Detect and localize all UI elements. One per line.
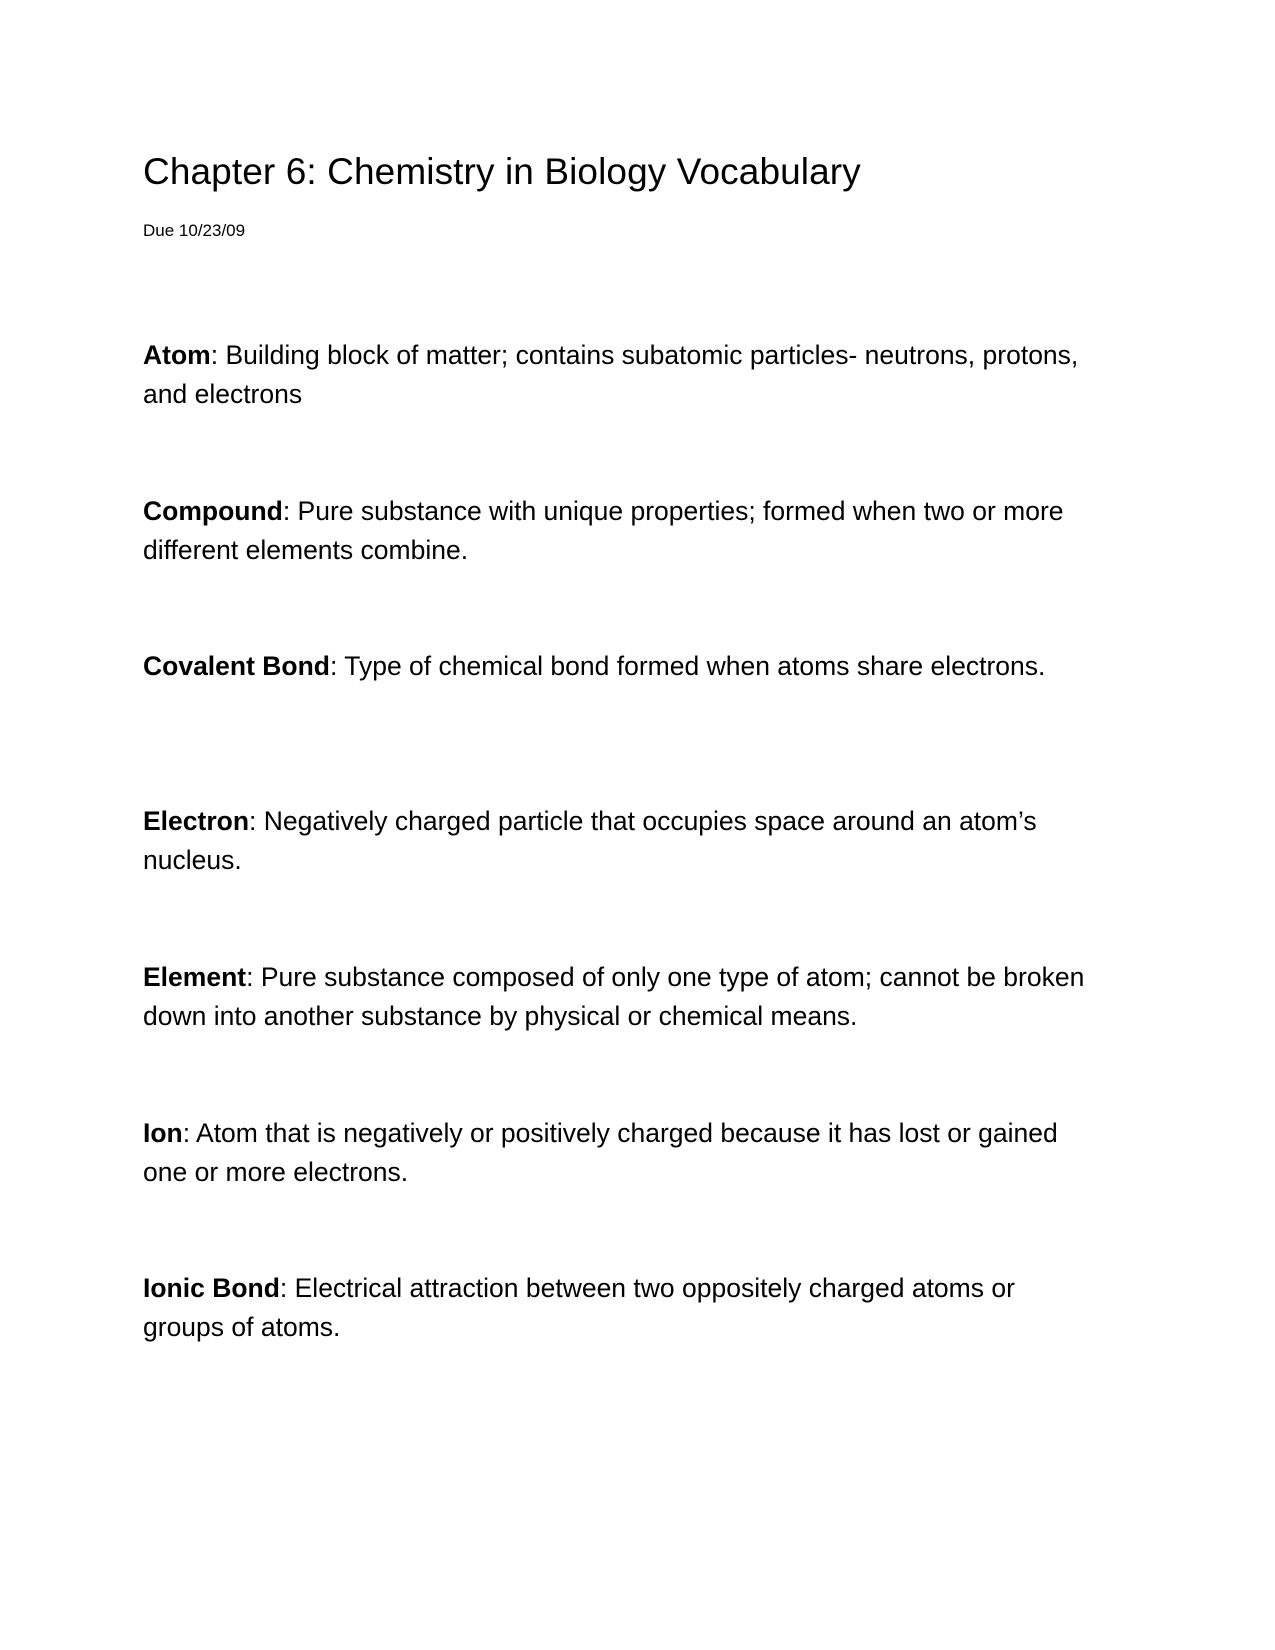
vocab-definition: : Pure substance with unique properties; formed when two or more different elements combine. <box>143 496 1064 565</box>
vocab-entry-atom <box>143 336 1088 414</box>
vocab-entry-ionic-bond <box>143 1269 1088 1347</box>
vocab-term: Compound <box>143 496 283 526</box>
vocab-term: Element <box>143 962 247 992</box>
vocab-definition: : Negatively charged particle that occupies space around an atom’s nucleus. <box>143 806 1037 875</box>
vocab-entry-compound <box>143 492 1088 570</box>
vocab-definition: : Building block of matter; contains subatomic particles- neutrons, protons, and electrons <box>143 340 1079 409</box>
vocab-definition: : Pure substance composed of only one type of atom; cannot be broken down into another substance by physical or chemical means. <box>143 962 1085 1031</box>
vocab-term: Atom <box>143 340 211 370</box>
vocab-term: Ion <box>143 1118 183 1148</box>
vocab-definition: : Atom that is negatively or positively charged because it has lost or gained one or more electrons. <box>143 1118 1058 1187</box>
vocab-definition: : Electrical attraction between two oppositely charged atoms or groups of atoms. <box>143 1273 1015 1342</box>
vocab-term: Electron <box>143 806 250 836</box>
vocab-entry-electron <box>143 802 1088 880</box>
vocab-definition: : Type of chemical bond formed when atoms share electrons. <box>329 651 1046 681</box>
vocab-term: Covalent Bond <box>143 651 330 681</box>
due-date: Due 10/23/09 <box>143 221 246 240</box>
vocab-entry-element <box>143 958 1088 1036</box>
vocab-entry-ion <box>143 1114 1088 1192</box>
vocab-term: Ionic Bond <box>143 1273 280 1303</box>
vocab-entry-covalent-bond <box>143 647 1088 686</box>
page-title: Chapter 6: Chemistry in Biology Vocabulary <box>143 151 861 192</box>
